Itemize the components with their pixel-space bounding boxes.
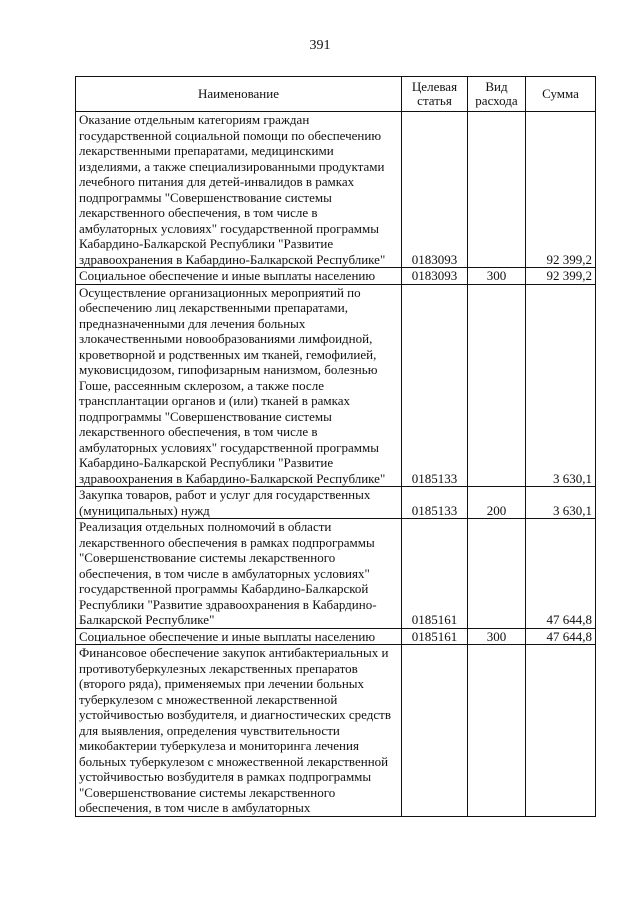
row-target-article: 0185161 — [402, 519, 468, 629]
row-expense-type: 200 — [468, 487, 526, 519]
row-sum — [526, 645, 596, 817]
row-name: Закупка товаров, работ и услуг для государственных (муниципальных) нужд — [76, 487, 402, 519]
row-expense-type — [468, 519, 526, 629]
row-expense-type: 300 — [468, 268, 526, 285]
table-row — [76, 628, 596, 645]
row-target-article: 0185133 — [402, 487, 468, 519]
row-target-article: 0185133 — [402, 284, 468, 487]
row-name: Реализация отдельных полномочий в области лекарственного обеспечения в рамках подпрограммы "Совершенствование системы лекарственного обеспечения, в том числе в амбулаторных условиях" государственной программы Кабардино-Балкарской Республики "Развитие здравоохранения в Кабардино-Балкарской Республике" — [76, 519, 402, 629]
budget-table — [75, 76, 596, 817]
row-target-article: 0185161 — [402, 628, 468, 645]
row-expense-type — [468, 284, 526, 487]
column-header-expense-type: Вид расхода — [468, 77, 526, 112]
column-header-target-article: Целевая статья — [402, 77, 468, 112]
table-row — [76, 284, 596, 487]
row-target-article: 0183093 — [402, 112, 468, 268]
table-row — [76, 112, 596, 268]
row-name: Финансовое обеспечение закупок антибактериальных и противотуберкулезных лекарственных препаратов (второго ряда), применяемых при лечении больных туберкулезом с множественной лекарственной устойчивостью возбудителя, и диагностических средств для выявления, определения чувствительности микобактерии туберкулеза и мониторинга лечения больных туберкулезом с множественной лекарственной устойчивостью возбудителя в рамках подпрограммы "Совершенствование системы лекарственного обеспечения, в том числе в амбулаторных — [76, 645, 402, 817]
table-row — [76, 645, 596, 817]
row-name: Осуществление организационных мероприятий по обеспечению лиц лекарственными препаратами, предназначенными для лечения больных злокачественными новообразованиями лимфоидной, кроветворной и родственных им тканей, гемофилией, муковисцидозом, гипофизарным нанизмом, болезнью Гоше, рассеянным склерозом, а также после трансплантации органов и (или) тканей в рамках подпрограммы "Совершенствование системы лекарственного обеспечения, в том числе в амбулаторных условиях" государственной программы Кабардино-Балкарской Республики "Развитие здравоохранения в Кабардино-Балкарской Республике" — [76, 284, 402, 487]
row-target-article — [402, 645, 468, 817]
row-sum: 47 644,8 — [526, 519, 596, 629]
table-row — [76, 268, 596, 285]
row-sum: 3 630,1 — [526, 487, 596, 519]
column-header-name: Наименование — [76, 77, 402, 112]
table-header-row — [76, 77, 596, 112]
column-header-sum: Сумма — [526, 77, 596, 112]
row-sum: 92 399,2 — [526, 268, 596, 285]
row-name: Социальное обеспечение и иные выплаты населению — [76, 268, 402, 285]
row-expense-type — [468, 112, 526, 268]
row-target-article: 0183093 — [402, 268, 468, 285]
row-expense-type — [468, 645, 526, 817]
row-sum: 3 630,1 — [526, 284, 596, 487]
table-row — [76, 487, 596, 519]
row-name: Социальное обеспечение и иные выплаты населению — [76, 628, 402, 645]
row-name: Оказание отдельным категориям граждан государственной социальной помощи по обеспечению лекарственными препаратами, медицинскими изделиями, а также специализированными продуктами лечебного питания для детей-инвалидов в рамках подпрограммы "Совершенствование системы лекарственного обеспечения, в том числе в амбулаторных условиях" государственной программы Кабардино-Балкарской Республики "Развитие здравоохранения в Кабардино-Балкарской Республике" — [76, 112, 402, 268]
row-expense-type: 300 — [468, 628, 526, 645]
row-sum: 92 399,2 — [526, 112, 596, 268]
row-sum: 47 644,8 — [526, 628, 596, 645]
table-row — [76, 519, 596, 629]
page-number: 391 — [309, 38, 331, 53]
